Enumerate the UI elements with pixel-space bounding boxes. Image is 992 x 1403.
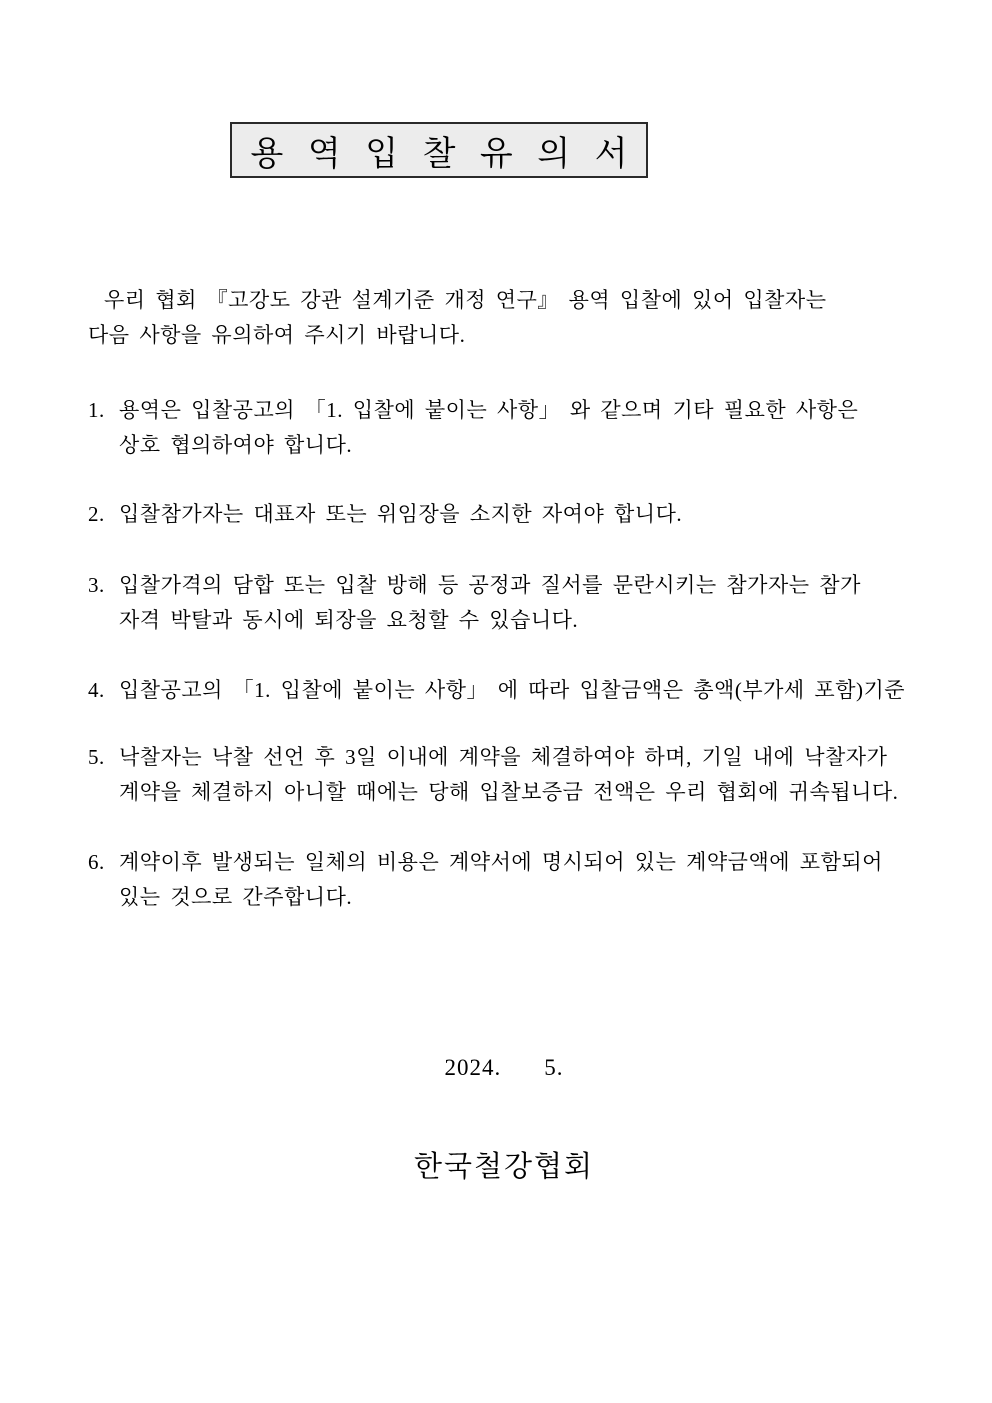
organization-name: 한국철강협회 [413, 1151, 595, 1183]
list-item-number: 5. [88, 745, 105, 769]
list-item-line: 용역은 입찰공고의 「1. 입찰에 붙이는 사항」 와 같으며 기타 필요한 사항은 [119, 398, 859, 422]
list-item-number: 3. [88, 573, 105, 597]
list-item-text [119, 497, 920, 532]
list-item-6 [88, 845, 920, 915]
list-item-2 [88, 497, 920, 532]
list-item-text [119, 393, 920, 463]
list-item-line: 계약을 체결하지 아니할 때에는 당해 입찰보증금 전액은 우리 협회에 귀속됩니다. [119, 780, 899, 804]
intro-line: 다음 사항을 유의하여 주시기 바랍니다. [88, 323, 466, 347]
document-title-box [230, 122, 648, 178]
list-item-line: 입찰공고의 「1. 입찰에 붙이는 사항」 에 따라 입찰금액은 총액(부가세 포함)기준 [119, 678, 906, 702]
list-item-line: 낙찰자는 낙찰 선언 후 3일 이내에 계약을 체결하여야 하며, 기일 내에 낙찰자가 [119, 745, 888, 769]
list-item-number: 6. [88, 850, 105, 874]
list-item-line: 상호 협의하여야 합니다. [119, 433, 353, 457]
list-item-3 [88, 568, 920, 638]
list-item-4 [88, 673, 920, 708]
list-item-5 [88, 740, 920, 810]
list-item-line: 있는 것으로 간주합니다. [119, 885, 353, 909]
list-item-line: 계약이후 발생되는 일체의 비용은 계약서에 명시되어 있는 계약금액에 포함되어 [119, 850, 883, 874]
list-item-line: 입찰가격의 담합 또는 입찰 방해 등 공정과 질서를 문란시키는 참가자는 참가 [119, 573, 861, 597]
list-item-text [119, 845, 920, 915]
intro-paragraph [88, 283, 920, 353]
document-title: 용 역 입 찰 유 의 서 [250, 135, 636, 173]
list-item-1 [88, 393, 920, 463]
list-item-text [119, 740, 920, 810]
intro-line: 우리 협회 『고강도 강관 설계기준 개정 연구』 용역 입찰에 있어 입찰자는 [104, 288, 827, 312]
list-item-text [119, 673, 920, 708]
list-item-number: 2. [88, 502, 105, 526]
list-item-line: 자격 박탈과 동시에 퇴장을 요청할 수 있습니다. [119, 608, 579, 632]
list-item-number: 1. [88, 398, 105, 422]
document-date: 2024. 5. [444, 1055, 564, 1080]
list-item-line: 입찰참가자는 대표자 또는 위임장을 소지한 자여야 합니다. [119, 502, 683, 526]
list-item-text [119, 568, 920, 638]
list-item-number: 4. [88, 678, 105, 702]
document-body [88, 283, 920, 1187]
